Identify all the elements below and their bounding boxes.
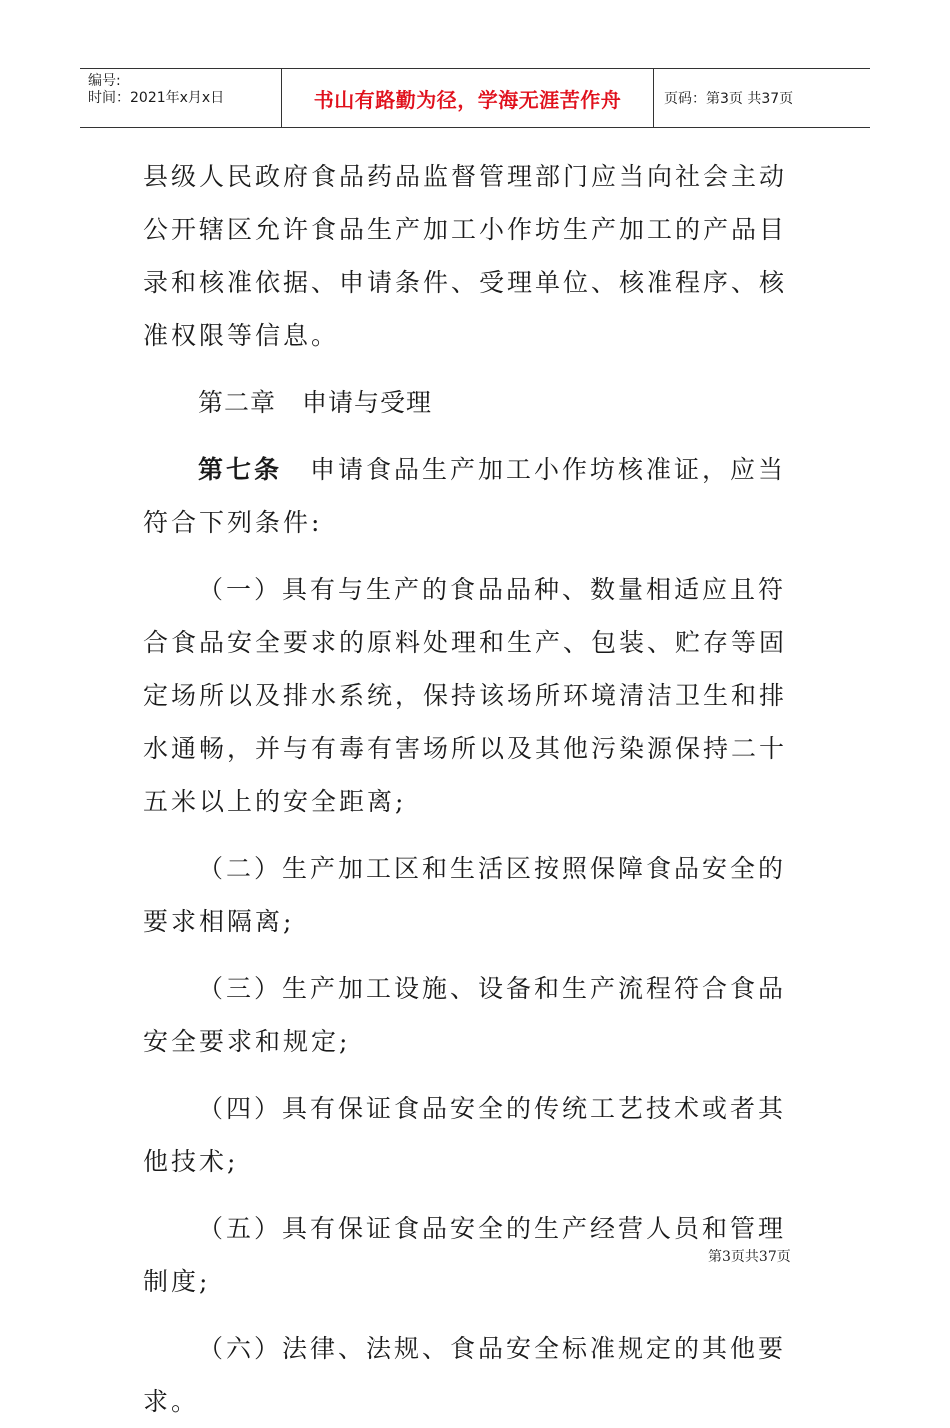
page-header: [80, 68, 870, 128]
chapter-title: 第二章 申请与受理: [198, 388, 433, 417]
header-page-info: 页码：第3页 共37页: [664, 91, 794, 107]
list-item-1: （一）具有与生产的食品品种、数量相适应且符合食品安全要求的原料处理和生产、包装、贮存等固定场所以及排水系统，保持该场所环境清洁卫生和排水通畅，并与有毒有害场所以及其他污染源保持二十五米以上的安全距离;: [143, 575, 788, 816]
header-motto: 书山有路勤为径，学海无涯苦作舟: [282, 69, 654, 127]
list-item-5: （五）具有保证食品安全的生产经营人员和管理制度;: [143, 1214, 787, 1296]
article-label: 第七条: [198, 455, 283, 484]
time-label: 时间：2021年x月x日: [88, 90, 225, 106]
document-body: [143, 150, 808, 1428]
paragraph-public-info: 县级人民政府食品药品监督管理部门应当向社会主动公开辖区允许食品生产加工小作坊生产加工的产品目录和核准依据、申请条件、受理单位、核准程序、核准权限等信息。: [143, 162, 788, 350]
page-footer: 第3页共37页: [708, 1249, 791, 1265]
list-item-6: （六）法律、法规、食品安全标准规定的其他要求。: [143, 1334, 787, 1416]
article-seven: [143, 443, 808, 549]
list-item-3: （三）生产加工设施、设备和生产流程符合食品安全要求和规定;: [143, 974, 787, 1056]
article-text: 申请食品生产加工小作坊核准证，应当符合下列条件:: [143, 455, 787, 537]
list-item-2: （二）生产加工区和生活区按照保障食品安全的要求相隔离;: [143, 854, 787, 936]
code-label: 编号:: [88, 73, 121, 89]
list-item-4: （四）具有保证食品安全的传统工艺技术或者其他技术;: [143, 1094, 787, 1176]
header-meta: [80, 69, 282, 127]
